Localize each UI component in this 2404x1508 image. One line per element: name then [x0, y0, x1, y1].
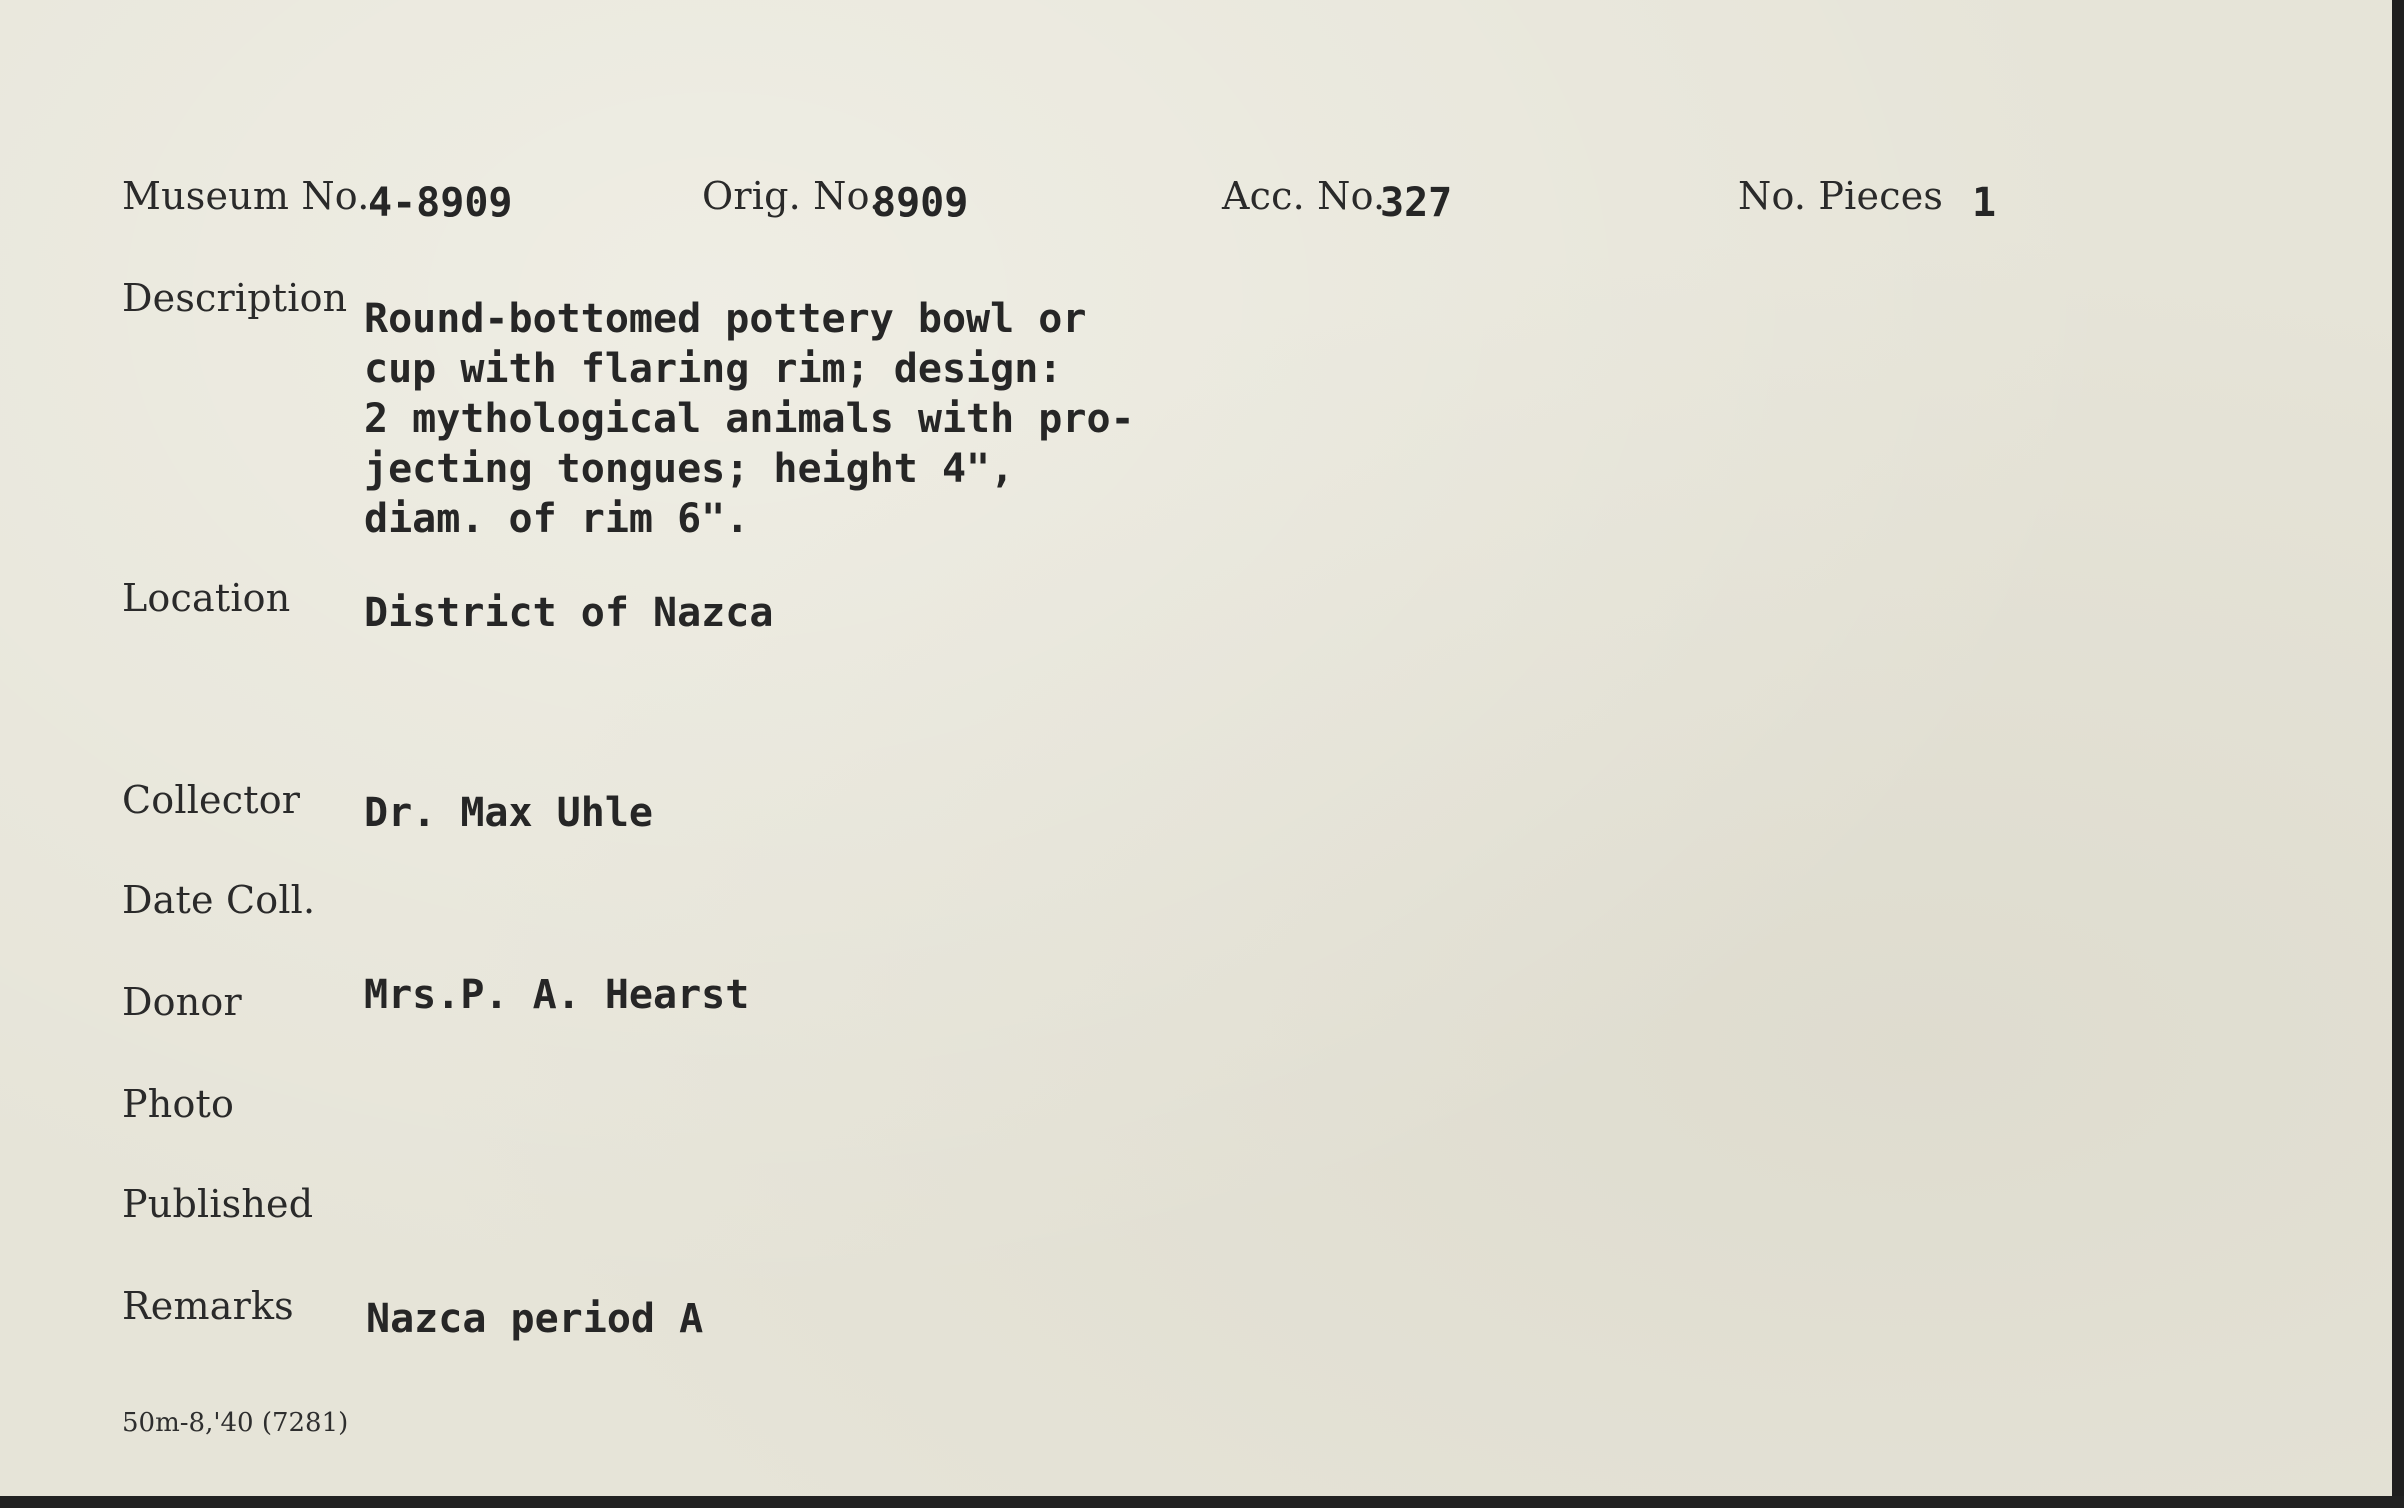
no-pieces-label: No. Pieces: [1738, 174, 1944, 218]
donor-label: Donor: [122, 980, 242, 1024]
description-line: cup with flaring rim; design:: [364, 346, 1063, 392]
orig-no-label: Orig. No.: [702, 174, 882, 218]
scan-edge: [0, 1496, 2404, 1508]
collector-label: Collector: [122, 778, 301, 822]
collector-value: Dr. Max Uhle: [364, 790, 653, 836]
remarks-label: Remarks: [122, 1284, 294, 1328]
orig-no-value: 8909: [872, 180, 969, 226]
description-label: Description: [122, 276, 348, 320]
location-value: District of Nazca: [364, 590, 774, 636]
description-text: [364, 294, 1135, 544]
museum-no-label: Museum No.: [122, 174, 370, 218]
description-line: Round-bottomed pottery bowl or: [364, 296, 1087, 342]
photo-label: Photo: [122, 1082, 235, 1126]
remarks-value: Nazca period A: [366, 1296, 704, 1342]
no-pieces-value: 1: [1972, 180, 1997, 226]
published-label: Published: [122, 1182, 314, 1226]
description-line: diam. of rim 6".: [364, 496, 750, 542]
description-line: jecting tongues; height 4",: [364, 446, 1015, 492]
print-code: 50m-8,'40 (7281): [122, 1408, 349, 1438]
acc-no-label: Acc. No.: [1222, 174, 1386, 218]
museum-no-value: 4-8909: [368, 180, 513, 226]
acc-no-value: 327: [1380, 180, 1453, 226]
donor-value: Mrs.P. A. Hearst: [364, 972, 750, 1018]
date-coll-label: Date Coll.: [122, 878, 316, 922]
description-line: 2 mythological animals with pro-: [364, 396, 1135, 442]
location-label: Location: [122, 576, 291, 620]
